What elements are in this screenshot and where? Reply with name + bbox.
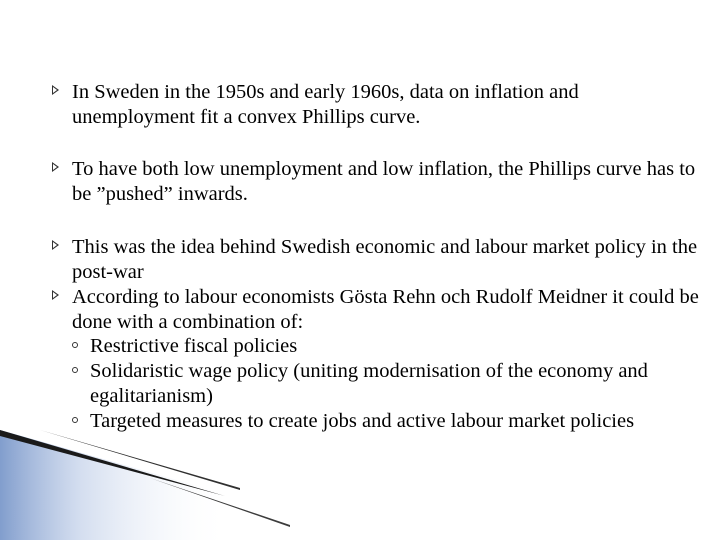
circle-bullet-icon: [72, 342, 78, 348]
arrow-bullet-icon: [52, 162, 59, 172]
sub-item-text: Targeted measures to create jobs and active labour market policies: [90, 410, 635, 432]
arrow-bullet-icon: [52, 85, 59, 95]
decorative-swoosh: [0, 430, 720, 540]
swoosh-fill: [0, 430, 230, 540]
bullet-text: According to labour economists Gösta Rehn och Rudolf Meidner it could be done with a combination of:: [72, 286, 699, 333]
circle-bullet-icon: [72, 367, 78, 373]
bullet-text: This was the idea behind Swedish economic and labour market policy in the post-war: [72, 236, 698, 283]
circle-bullet-icon: [72, 417, 78, 423]
arrow-bullet-icon: [52, 290, 59, 300]
arrow-bullet-icon: [52, 240, 59, 250]
bullet-text: In Sweden in the 1950s and early 1960s, data on inflation and unemployment fit a convex Phillips curve.: [72, 81, 579, 128]
bullet-text: To have both low unemployment and low inflation, the Phillips curve has to be ”pushed” inwards.: [72, 158, 696, 205]
sub-item-text: Solidaristic wage policy (uniting modernisation of the economy and egalitarianism): [90, 360, 648, 407]
sub-item-text: Restrictive fiscal policies: [90, 335, 298, 357]
